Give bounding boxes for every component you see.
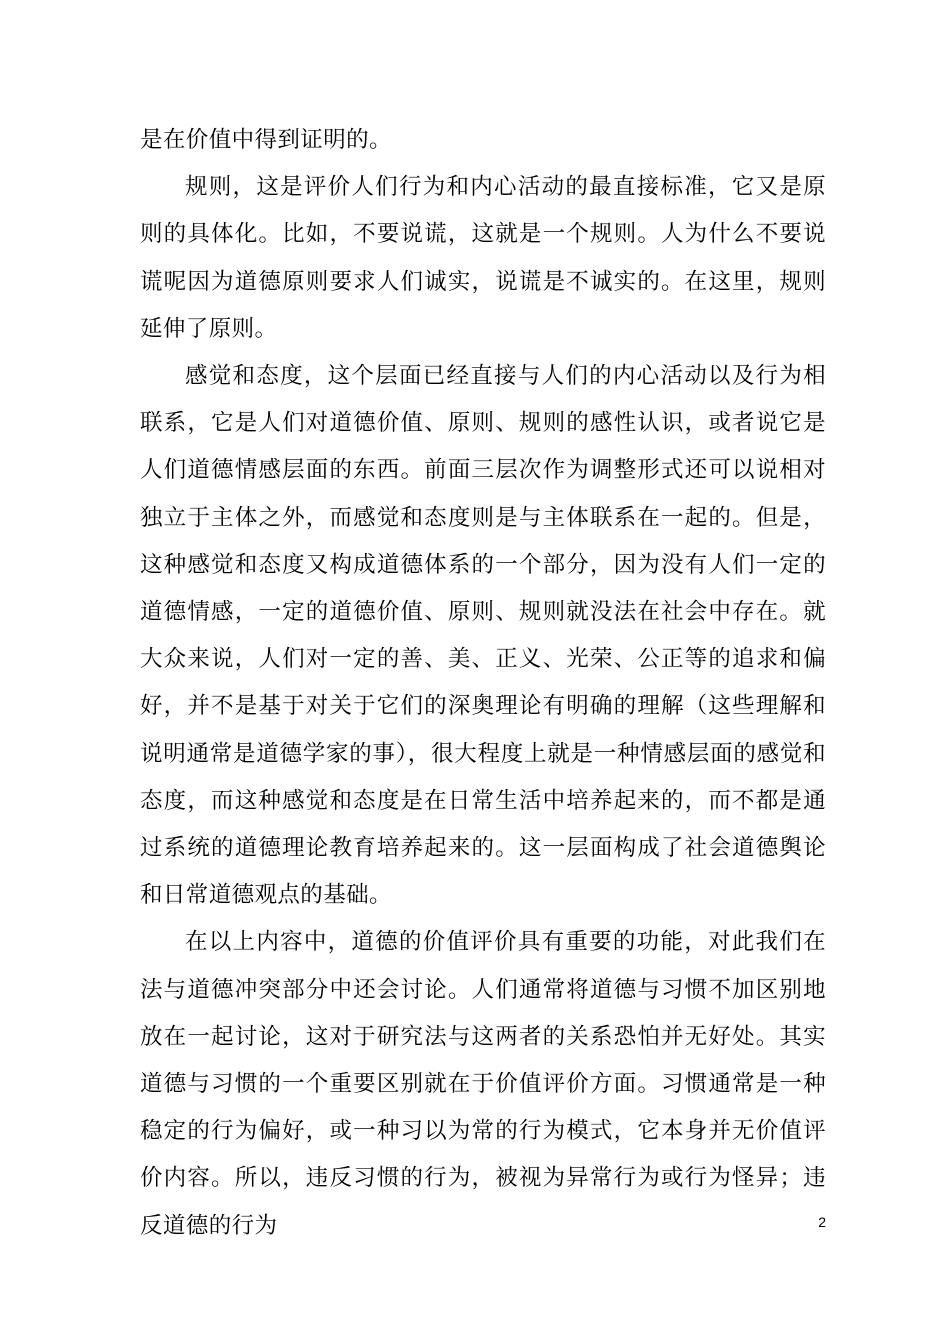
page-number: 2 (818, 1214, 826, 1230)
body-text (140, 117, 826, 1250)
paragraph-4: 在以上内容中，道德的价值评价具有重要的功能，对此我们在法与道德冲突部分中还会讨论。人们通常将道德与习惯不加区别地放在一起讨论，这对于研究法与这两者的关系恐怕并无好处。其实道德与习惯的一个重要区别就在于价值评价方面。习惯通常是一种稳定的行为偏好，或一种习以为常的行为模式，它本身并无价值评价内容。所以，违反习惯的行为，被视为异常行为或行为怪异；违反道德的行为 (140, 929, 826, 1239)
paragraph-2: 规则，这是评价人们行为和内心活动的最直接标准，它又是原则的具体化。比如，不要说谎，这就是一个规则。人为什么不要说谎呢因为道德原则要求人们诚实，说谎是不诚实的。在这里，规则延伸了原则。 (140, 174, 826, 342)
paragraph-3: 感觉和态度，这个层面已经直接与人们的内心活动以及行为相联系，它是人们对道德价值、原则、规则的感性认识，或者说它是人们道德情感层面的东西。前面三层次作为调整形式还可以说相对独立于主体之外，而感觉和态度则是与主体联系在一起的。但是，这种感觉和态度又构成道德体系的一个部分，因为没有人们一定的道德情感，一定的道德价值、原则、规则就没法在社会中存在。就大众来说，人们对一定的善、美、正义、光荣、公正等的追求和偏好，并不是基于对关于它们的深奥理论有明确的理解（这些理解和说明通常是道德学家的事），很大程度上就是一种情感层面的感觉和态度，而这种感觉和态度是在日常生活中培养起来的，而不都是通过系统的道德理论教育培养起来的。这一层面构成了社会道德舆论和日常道德观点的基础。 (140, 363, 826, 909)
paragraph-1: 是在价值中得到证明的。 (140, 127, 392, 153)
